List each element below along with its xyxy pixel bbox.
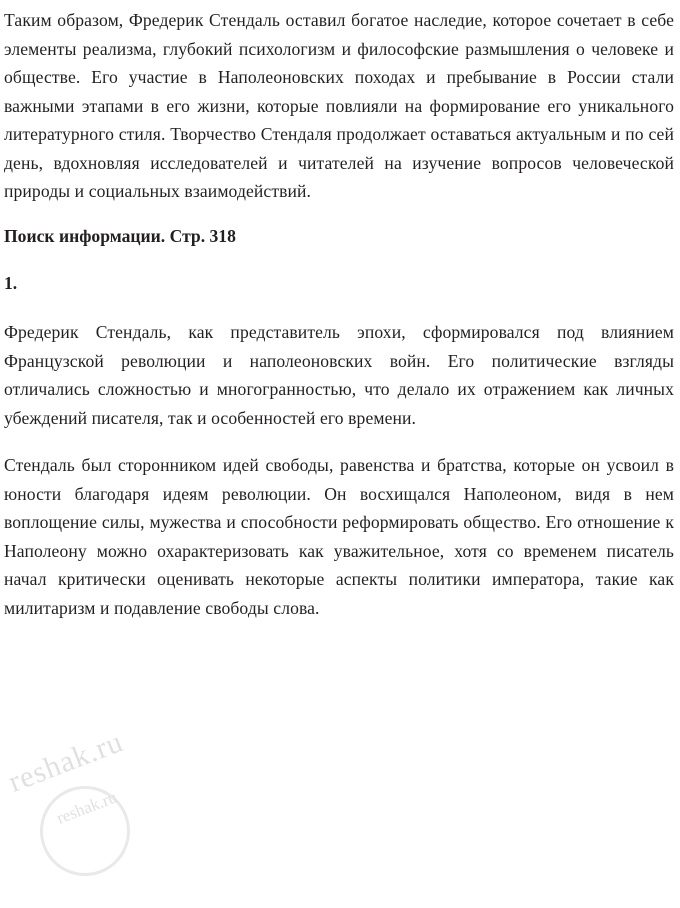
watermark-text: reshak.ru: [4, 725, 128, 799]
paragraph-answer-2: Стендаль был сторонником идей свободы, равенства и братства, которые он усвоил в юности благодаря идеям революции. Он восхищался Наполеоном, видя в нем воплощение силы, мужества и способности реформировать общество. Его отношение к Наполеону можно охарактеризовать как уважительное, хотя со временем писатель начал критически оценивать некоторые аспекты политики императора, такие как милитаризм и подавление свободы слова.: [4, 455, 674, 618]
watermark: [0, 725, 300, 888]
paragraph-conclusion: Таким образом, Фредерик Стендаль оставил богатое наследие, которое сочетает в себе элементы реализма, глубокий психологизм и философские размышления о человеке и обществе. Его участие в Наполеоновских походах и пребывание в России стали важными этапами в его жизни, которые повлияли на формирование его уникального литературного стиля. Творчество Стендаля продолжает оставаться актуальным и по сей день, вдохновляя исследователей и читателей на изучение вопросов человеческой природы и социальных взаимодействий.: [4, 10, 674, 201]
section-heading: Поиск информации. Стр. 318: [4, 225, 236, 246]
watermark-inner-text: reshak.ru: [54, 787, 120, 828]
paragraph-answer-1: Фредерик Стендаль, как представитель эпохи, сформировался под влиянием Французской революции и наполеоновских войн. Его политические взгляды отличались сложностью и многогранностью, что делало их отражением как личных убеждений писателя, так и особенностей его времени.: [4, 322, 674, 428]
watermark-circle: [40, 786, 130, 876]
question-number: 1.: [4, 273, 18, 294]
